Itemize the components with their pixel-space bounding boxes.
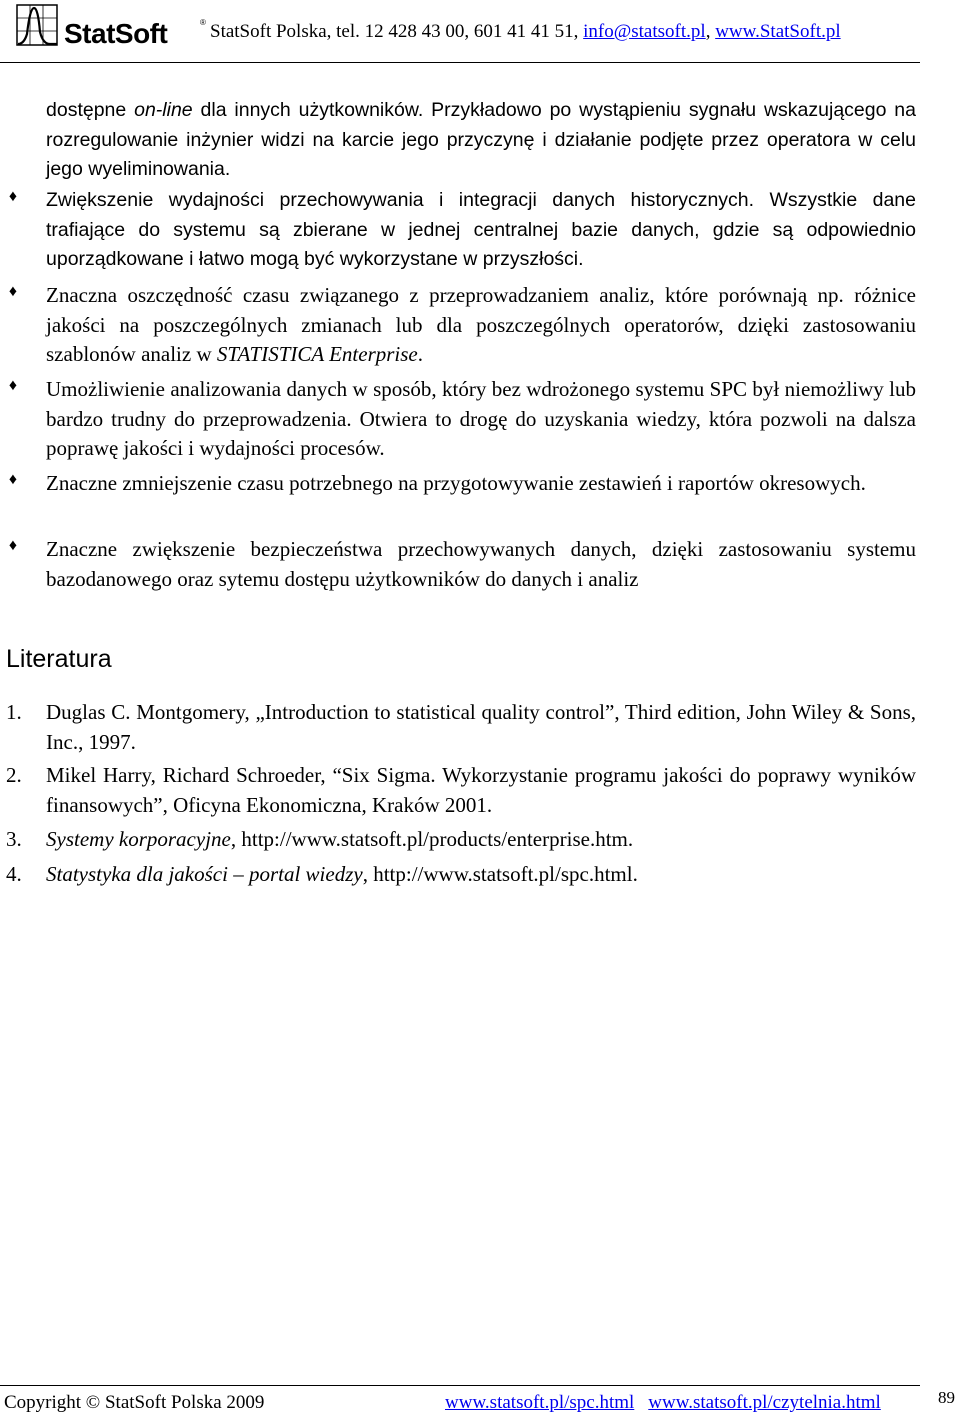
footer-link-spc[interactable]: www.statsoft.pl/spc.html xyxy=(445,1392,635,1413)
logo-chart-icon xyxy=(16,4,62,48)
literature-heading: Literatura xyxy=(6,645,112,673)
bullet-text xyxy=(46,281,916,370)
contact-separator: , xyxy=(705,21,716,42)
bullet-text-part: . xyxy=(417,342,423,366)
reference-number: 3. xyxy=(6,827,22,851)
page-header xyxy=(0,0,960,64)
reference-number: 2. xyxy=(6,763,22,787)
logo-wordmark: StatSoft xyxy=(64,18,168,49)
paragraph-italic: on-line xyxy=(134,99,193,121)
reference-text-part: , http://www.statsoft.pl/products/enterprise.htm. xyxy=(230,827,634,851)
reference-text-part: , http://www.statsoft.pl/spc.html. xyxy=(362,862,638,886)
bullet-text: Znaczne zmniejszenie czasu potrzebnego na przygotowywanie zestawień i raportów okresowych. xyxy=(46,471,866,495)
footer-links xyxy=(445,1392,895,1414)
contact-text: StatSoft Polska, tel. 12 428 43 00, 601 41 41 51, xyxy=(210,21,584,42)
bullet-text-part: Znaczna oszczędność czasu związanego z przeprowadzaniem analiz, które porównają np. różnice jakości na poszczególnych zmianach lub dla poszczególnych operatorów, dzięki zastosowaniu szablonów analiz w xyxy=(46,283,916,366)
reference-italic: Systemy korporacyjne xyxy=(46,827,231,851)
reference-text: Duglas C. Montgomery, „Introduction to statistical quality control”, Third edition, John Wiley & Sons, Inc., 1997. xyxy=(46,700,916,754)
reference-italic: Statystyka dla jakości – portal wiedzy xyxy=(46,862,363,886)
reference-text: Mikel Harry, Richard Schroeder, “Six Sigma. Wykorzystanie programu jakości do poprawy wyników finansowych”, Oficyna Ekonomiczna, Kraków 2001. xyxy=(46,763,916,817)
paragraph-text: dla innych użytkowników. Przykładowo po wystąpieniu sygnału wskazującego na rozregulowanie inżynier widzi na karcie jego przyczynę i działanie podjęte przez operatora w celu jego wyeliminowania. xyxy=(46,99,917,180)
diamond-bullet-icon: ♦ xyxy=(8,377,18,394)
continuation-paragraph xyxy=(46,96,916,185)
footer-copyright: Copyright © StatSoft Polska 2009 xyxy=(4,1392,265,1413)
bullet-text: Znaczne zwiększenie bezpieczeństwa przechowywanych danych, dzięki zastosowaniu systemu bazodanowego oraz sytemu dostępu użytkowników do danych i analiz xyxy=(46,537,916,591)
header-contact xyxy=(210,21,841,43)
registered-mark: ® xyxy=(200,18,206,27)
bullet-text: Umożliwienie analizowania danych w sposób, który bez wdrożonego systemu SPC był niemożliwy lub bardzo trudny do przeprowadzenia. Otwiera to drogę do uzyskania wiedzy, która pozwoli na dalsza poprawę jakości i wydajności procesów. xyxy=(46,377,916,460)
page-number: 89 xyxy=(938,1388,955,1407)
bullet-text: Zwiększenie wydajności przechowywania i integracji danych historycznych. Wszystkie dane trafiające do systemu są zbierane w jednej centralnej bazie danych, gdzie są odpowiednio uporządkowane i łatwo mogą być wykorzystane w przyszłości. xyxy=(46,189,916,270)
diamond-bullet-icon: ♦ xyxy=(8,471,18,488)
reference-number: 1. xyxy=(6,700,22,724)
reference-number: 4. xyxy=(6,862,22,886)
bullet-italic: STATISTICA Enterprise xyxy=(216,342,418,366)
diamond-bullet-icon: ♦ xyxy=(8,188,18,205)
reference-text xyxy=(46,860,916,890)
website-link[interactable]: www.StatSoft.pl xyxy=(715,21,841,42)
reference-text xyxy=(46,825,916,855)
paragraph-text: dostępne xyxy=(46,99,135,121)
footer-link-czytelnia[interactable]: www.statsoft.pl/czytelnia.html xyxy=(648,1392,881,1413)
footer-divider xyxy=(0,1385,920,1386)
statsoft-logo xyxy=(16,4,206,48)
email-link[interactable]: info@statsoft.pl xyxy=(583,21,706,42)
header-divider xyxy=(0,62,920,63)
diamond-bullet-icon: ♦ xyxy=(8,283,18,300)
diamond-bullet-icon: ♦ xyxy=(8,537,18,554)
